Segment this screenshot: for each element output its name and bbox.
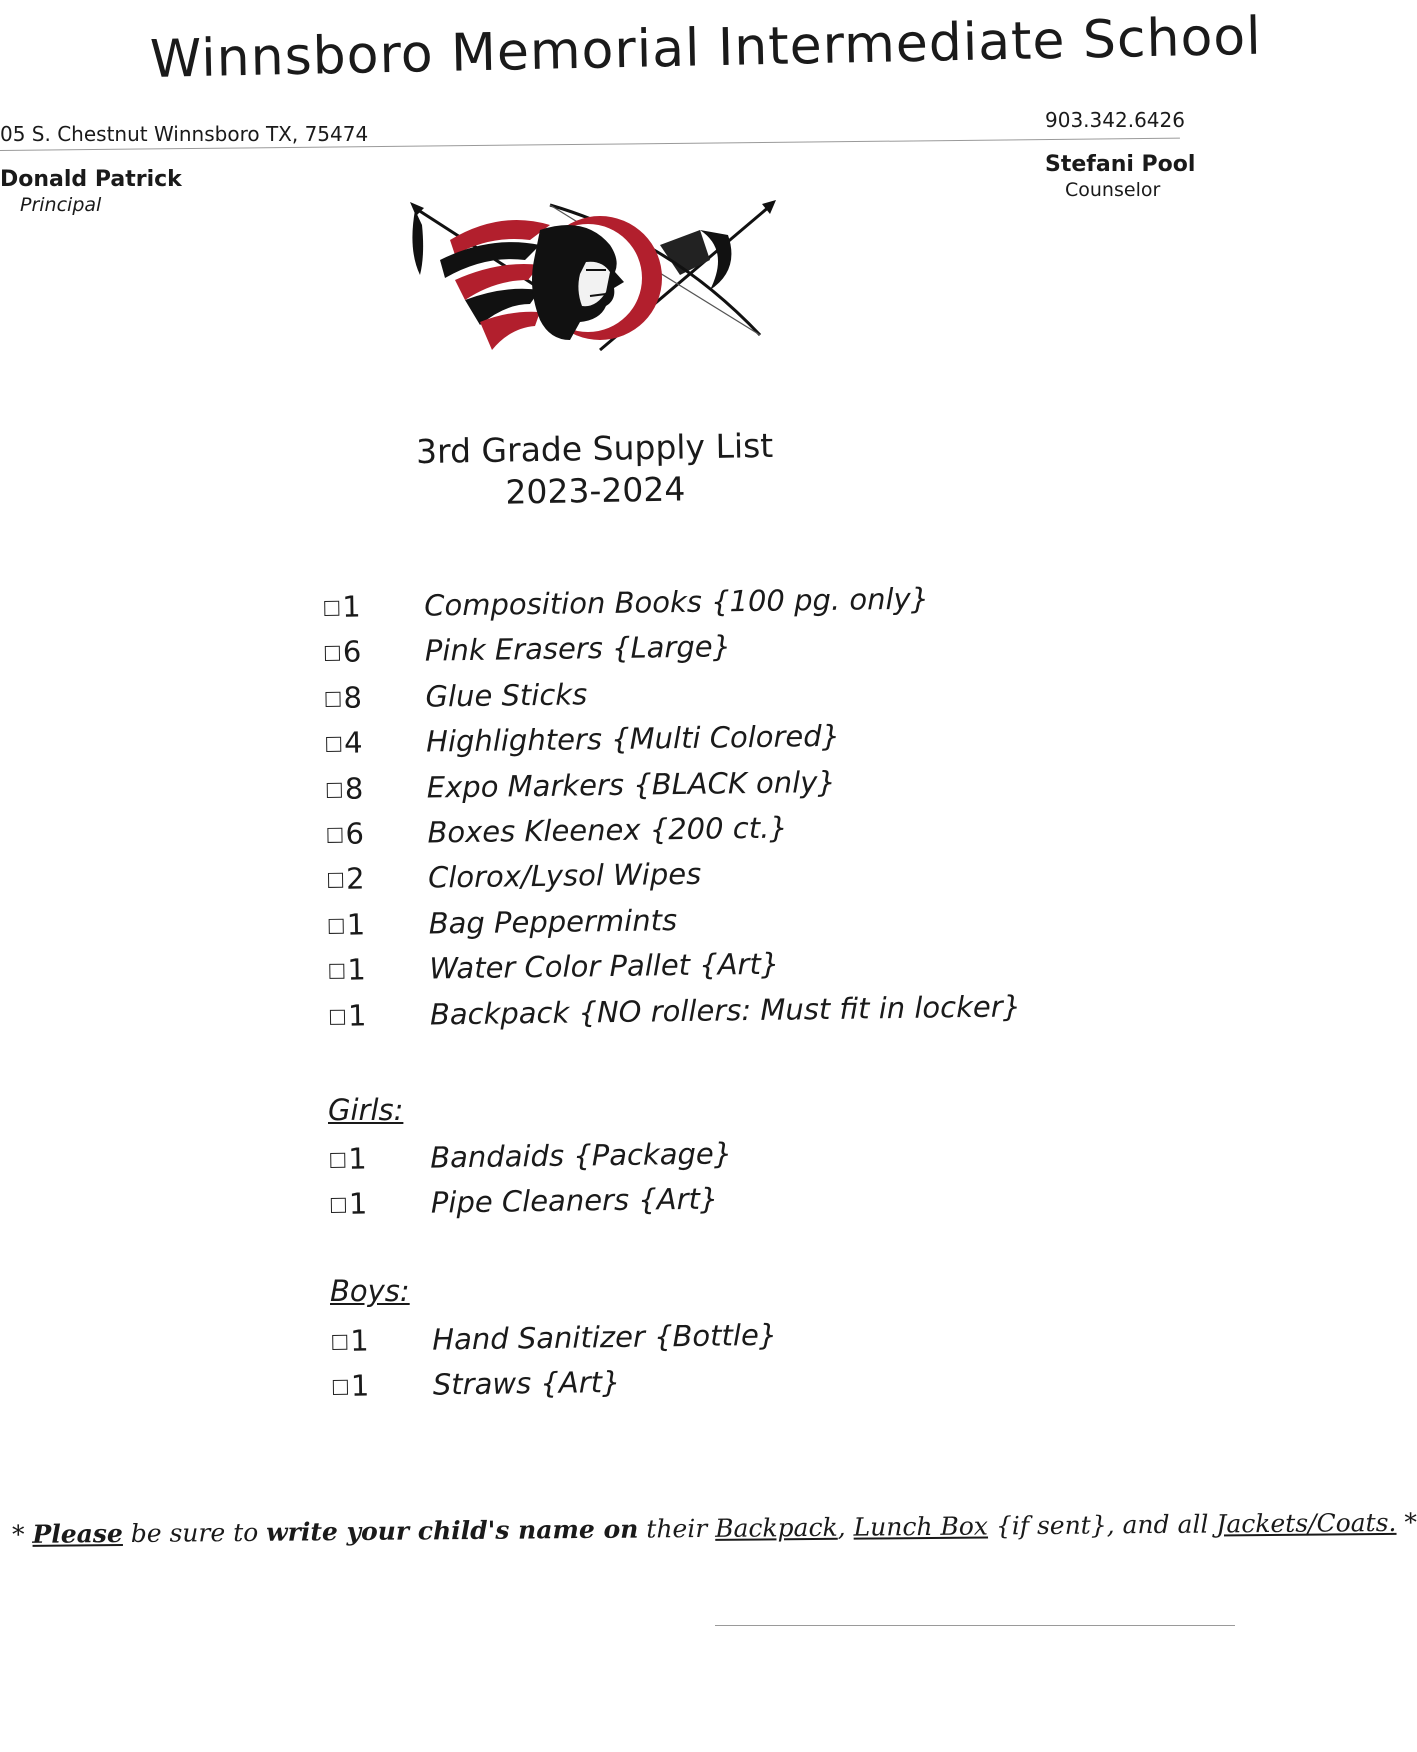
note-text: be sure to — [122, 1517, 267, 1549]
note-lunch-box: Lunch Box — [853, 1511, 989, 1542]
item-quantity: 6 — [342, 634, 362, 670]
item-label: Hand Sanitizer {Bottle} — [432, 1317, 778, 1357]
school-phone: 903.342.6426 — [1045, 108, 1185, 132]
checkbox[interactable] — [325, 692, 340, 707]
boys-section-heading: Boys: — [330, 1274, 410, 1308]
item-label: Clorox/Lysol Wipes — [427, 857, 702, 895]
item-label: Pipe Cleaners {Art} — [430, 1181, 719, 1220]
checkbox[interactable] — [330, 1153, 345, 1168]
checkbox[interactable] — [333, 1380, 348, 1395]
item-quantity: 1 — [348, 1186, 368, 1222]
item-label: Backpack {NO rollers: Must fit in locker} — [429, 988, 1022, 1032]
note-text: their — [638, 1513, 716, 1544]
item-label: Straws {Art} — [432, 1365, 621, 1402]
boys-supply-list — [330, 1312, 1051, 1413]
note-text: {if sent}, and all — [987, 1509, 1217, 1541]
checkbox[interactable] — [327, 828, 342, 843]
item-quantity: 1 — [348, 1141, 367, 1176]
item-quantity: 1 — [347, 952, 367, 987]
item-quantity: 8 — [343, 680, 363, 715]
item-label: Water Color Pallet {Art} — [429, 946, 780, 986]
note-separator: , — [837, 1512, 854, 1542]
item-quantity: 2 — [345, 861, 365, 897]
school-name: Winnsboro Memorial Intermediate School — [149, 6, 1263, 90]
checkbox[interactable] — [329, 918, 344, 933]
checkbox[interactable] — [327, 782, 342, 797]
item-label: Expo Markers {BLACK only} — [426, 764, 837, 805]
supply-list — [322, 578, 1048, 1042]
item-label: Pink Erasers {Large} — [424, 629, 732, 668]
item-quantity: 1 — [350, 1368, 370, 1404]
checkbox[interactable] — [328, 873, 343, 888]
item-label: Bag Peppermints — [428, 902, 678, 941]
list-item — [331, 1357, 1052, 1412]
counselor-name: Stefani Pool — [1045, 152, 1196, 177]
note-jackets: Jackets/Coats. — [1216, 1507, 1397, 1539]
checkbox[interactable] — [331, 1198, 346, 1213]
note-please: Please — [32, 1519, 123, 1549]
school-year: 2023-2024 — [505, 469, 686, 512]
checkbox[interactable] — [324, 601, 339, 616]
principal-title: Principal — [20, 194, 102, 216]
checkbox[interactable] — [329, 964, 344, 979]
checkbox[interactable] — [330, 1009, 345, 1024]
principal-name: Donald Patrick — [0, 167, 182, 192]
school-mascot-logo — [410, 200, 780, 365]
list-item — [329, 1175, 1050, 1230]
item-label: Highlighters {Multi Colored} — [425, 718, 841, 759]
checkbox[interactable] — [325, 646, 340, 661]
supply-list-title — [379, 424, 810, 515]
note-end-star: * — [1396, 1507, 1417, 1537]
item-quantity: 6 — [345, 816, 365, 851]
note-star: * — [11, 1519, 25, 1549]
item-label: Bandaids {Package} — [430, 1136, 733, 1175]
girls-supply-list — [328, 1130, 1049, 1231]
note-backpack: Backpack — [715, 1512, 838, 1543]
item-quantity: 1 — [346, 907, 366, 942]
item-label: Glue Sticks — [425, 677, 588, 714]
item-label: Composition Books {100 pg. only} — [424, 581, 930, 623]
item-label: Boxes Kleenex {200 ct.} — [427, 810, 788, 850]
name-reminder-note — [11, 1507, 1417, 1549]
girls-section-heading: Girls: — [328, 1093, 404, 1127]
item-quantity: 1 — [350, 1323, 369, 1358]
item-quantity: 1 — [347, 997, 367, 1033]
note-emphasis: write your child's name on — [266, 1514, 639, 1547]
item-quantity: 1 — [342, 589, 361, 624]
list-item — [328, 986, 1049, 1041]
item-quantity: 8 — [344, 771, 364, 806]
school-address: 05 S. Chestnut Winnsboro TX, 75474 — [0, 122, 369, 146]
item-quantity: 4 — [343, 725, 363, 760]
counselor-title: Counselor — [1065, 179, 1161, 201]
checkbox[interactable] — [332, 1335, 347, 1350]
footer-divider — [715, 1625, 1235, 1626]
supply-list-heading: 3rd Grade Supply List — [415, 425, 774, 472]
checkbox[interactable] — [326, 737, 341, 752]
